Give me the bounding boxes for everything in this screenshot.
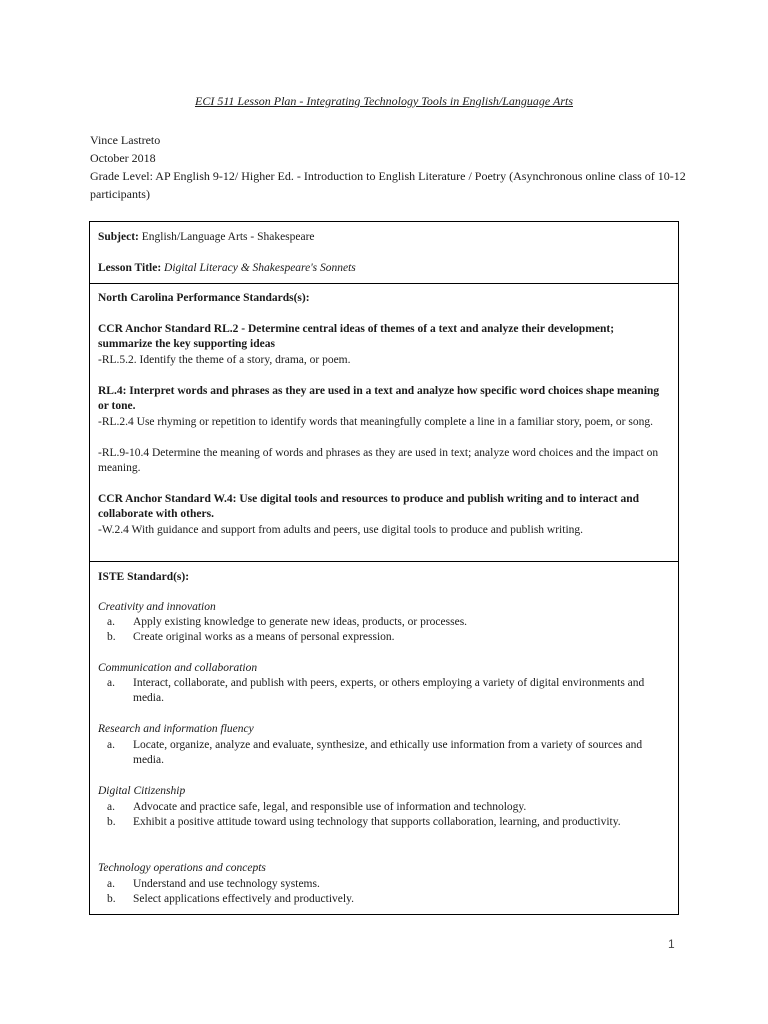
list-item-text: Locate, organize, analyze and evaluate, synthesize, and ethically use information from a variety of sources and media. bbox=[133, 739, 643, 766]
iste-heading: ISTE Standard(s): bbox=[98, 571, 190, 583]
list-item-text: Apply existing knowledge to generate new ideas, products, or processes. bbox=[133, 616, 468, 628]
list-marker: b. bbox=[107, 631, 116, 643]
iste-group-title: Technology operations and concepts bbox=[98, 862, 266, 874]
page-number: 1 bbox=[668, 937, 675, 951]
subject-label: Subject: bbox=[98, 231, 139, 243]
list-item-text: Advocate and practice safe, legal, and responsible use of information and technology. bbox=[133, 801, 527, 813]
author-name: Vince Lastreto bbox=[90, 133, 161, 147]
list-marker: a. bbox=[107, 616, 115, 628]
grade-level: Grade Level: AP English 9-12/ Higher Ed. - Introduction to English Literature / Poetry (Asynchronous online class of 10-12 participants) bbox=[90, 169, 686, 201]
iste-group-title: Creativity and innovation bbox=[98, 601, 216, 613]
list-item bbox=[107, 815, 668, 830]
list-item-text: Create original works as a means of personal expression. bbox=[133, 631, 395, 643]
list-marker: a. bbox=[107, 801, 115, 813]
ccr-rl2-standard: CCR Anchor Standard RL.2 - Determine central ideas of themes of a text and analyze their development; summarize the key supporting ideas bbox=[98, 323, 615, 350]
list-item bbox=[107, 630, 668, 645]
subject-line bbox=[98, 230, 668, 245]
page-title: ECI 511 Lesson Plan - Integrating Technology Tools in English/Language Arts bbox=[194, 94, 574, 108]
list-item bbox=[107, 877, 668, 892]
iste-section bbox=[90, 562, 678, 914]
nc-standards-section bbox=[90, 284, 678, 562]
list-item-text: Understand and use technology systems. bbox=[133, 878, 320, 890]
header-block bbox=[90, 131, 690, 203]
ccr-w4-standard: CCR Anchor Standard W.4: Use digital tools and resources to produce and publish writing and to interact and collaborate with others. bbox=[98, 493, 640, 520]
list-item bbox=[107, 676, 668, 706]
date-text: October 2018 bbox=[90, 151, 156, 165]
list-item-text: Interact, collaborate, and publish with peers, experts, or others employing a variety of digital environments and media. bbox=[133, 677, 645, 704]
lesson-title-line bbox=[98, 261, 668, 276]
lesson-plan-table bbox=[89, 221, 679, 915]
list-item bbox=[107, 738, 668, 768]
list-item-text: Select applications effectively and productively. bbox=[133, 893, 354, 905]
list-item bbox=[107, 615, 668, 630]
rl4-standard: RL.4: Interpret words and phrases as they are used in a text and analyze how specific word choices shape meaning or tone. bbox=[98, 385, 660, 412]
rl52-standard: -RL.5.2. Identify the theme of a story, drama, or poem. bbox=[98, 354, 351, 366]
nc-standards-heading: North Carolina Performance Standards(s): bbox=[98, 292, 310, 304]
iste-group-title: Digital Citizenship bbox=[98, 785, 186, 797]
rl24-standard: -RL.2.4 Use rhyming or repetition to identify words that meaningfully complete a line in a familiar story, poem, or song. bbox=[98, 416, 653, 428]
list-item-text: Exhibit a positive attitude toward using technology that supports collaboration, learning, and productivity. bbox=[133, 816, 621, 828]
list-marker: a. bbox=[107, 739, 115, 751]
subject-value: English/Language Arts - Shakespeare bbox=[141, 231, 315, 243]
iste-group-title: Research and information fluency bbox=[98, 723, 254, 735]
w24-standard: -W.2.4 With guidance and support from adults and peers, use digital tools to produce and publish writing. bbox=[98, 524, 584, 536]
list-marker: a. bbox=[107, 677, 115, 689]
list-marker: b. bbox=[107, 893, 116, 905]
rl910-standard: -RL.9-10.4 Determine the meaning of words and phrases as they are used in text; analyze word choices and the impact on meaning. bbox=[98, 447, 659, 474]
lesson-title-value: Digital Literacy & Shakespeare's Sonnets bbox=[164, 262, 356, 274]
list-marker: a. bbox=[107, 878, 115, 890]
list-item bbox=[107, 800, 668, 815]
lesson-title-label: Lesson Title: bbox=[98, 262, 162, 274]
subject-section bbox=[90, 222, 678, 284]
list-marker: b. bbox=[107, 816, 116, 828]
list-item bbox=[107, 892, 668, 907]
iste-group-title: Communication and collaboration bbox=[98, 662, 258, 674]
